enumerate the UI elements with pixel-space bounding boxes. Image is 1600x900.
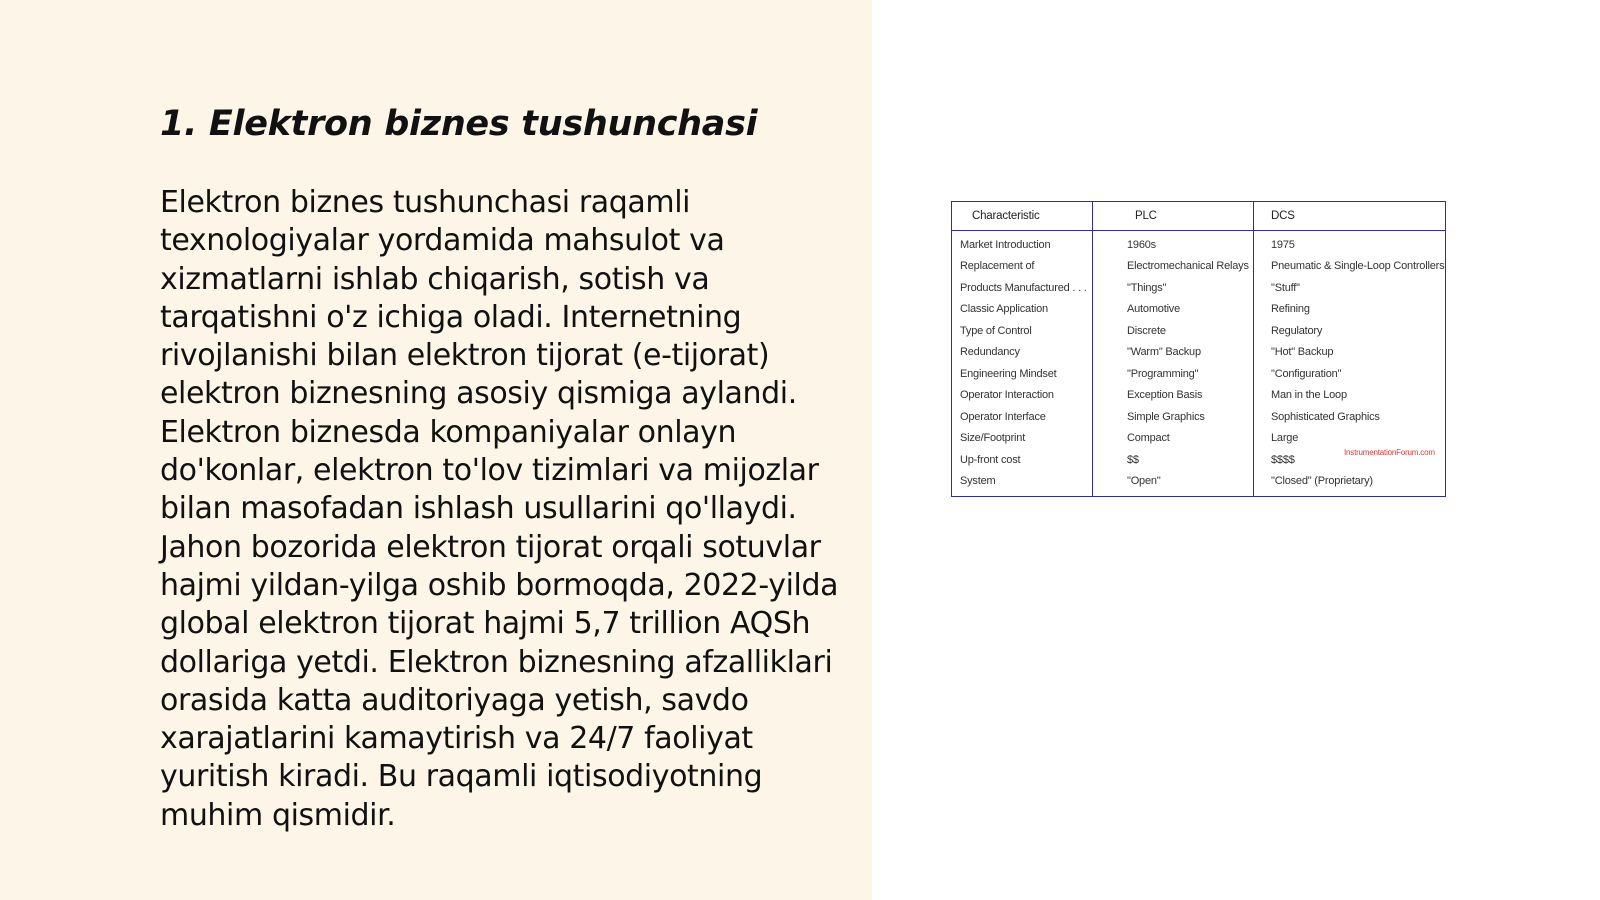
table-header-divider bbox=[952, 230, 1445, 231]
table-cell: Size/Footprint bbox=[960, 432, 1026, 445]
table-cell: Man in the Loop bbox=[1271, 389, 1347, 402]
table-cell: Sophisticated Graphics bbox=[1271, 410, 1380, 423]
table-cell: Classic Application bbox=[960, 303, 1048, 316]
table-cell: System bbox=[960, 474, 996, 487]
table-cell: Large bbox=[1271, 432, 1299, 445]
table-header-plc: PLC bbox=[1135, 210, 1157, 222]
table-cell: Up-front cost bbox=[960, 453, 1021, 466]
table-cell: Electromechanical Relays bbox=[1127, 260, 1249, 273]
table-column-divider bbox=[1092, 202, 1093, 496]
table-cell: Exception Basis bbox=[1127, 389, 1203, 402]
table-cell: Regulatory bbox=[1271, 324, 1323, 337]
table-cell: Automotive bbox=[1127, 303, 1181, 316]
table-cell: $$$$ bbox=[1271, 453, 1295, 466]
table-cell: "Hot" Backup bbox=[1271, 346, 1334, 359]
slide-title: 1. Elektron biznes tushunchasi bbox=[160, 104, 758, 144]
table-cell: Discrete bbox=[1127, 324, 1166, 337]
table-cell: Simple Graphics bbox=[1127, 410, 1205, 423]
table-cell: "Closed" (Proprietary) bbox=[1271, 474, 1373, 487]
table-cell: "Warm" Backup bbox=[1127, 346, 1201, 359]
table-header-characteristic: Characteristic bbox=[972, 210, 1040, 222]
watermark-text: InstrumentationForum.com bbox=[1344, 448, 1435, 457]
table-cell: "Open" bbox=[1127, 474, 1161, 487]
table-cell: "Configuration" bbox=[1271, 367, 1342, 380]
table-cell: Replacement of bbox=[960, 260, 1035, 273]
table-cell: Type of Control bbox=[960, 324, 1032, 337]
table-cell: 1960s bbox=[1127, 239, 1156, 251]
table-cell: "Things" bbox=[1127, 281, 1167, 294]
table-cell: Pneumatic & Single-Loop Controllers bbox=[1271, 260, 1445, 273]
table-cell: Refining bbox=[1271, 303, 1310, 316]
table-cell: Redundancy bbox=[960, 346, 1020, 359]
table-cell: Market Introduction bbox=[960, 239, 1051, 251]
table-cell: "Programming" bbox=[1127, 367, 1199, 380]
table-cell: Products Manufactured . . . bbox=[960, 281, 1087, 294]
table-cell: Engineering Mindset bbox=[960, 367, 1057, 380]
table-cell: "Stuff" bbox=[1271, 281, 1300, 294]
table-cell: Operator Interface bbox=[960, 410, 1046, 423]
table-cell: Compact bbox=[1127, 432, 1170, 445]
table-header-dcs: DCS bbox=[1271, 210, 1295, 222]
table-cell: $$ bbox=[1127, 453, 1139, 466]
table-column-divider bbox=[1253, 202, 1254, 496]
table-cell: 1975 bbox=[1271, 239, 1295, 251]
slide-body-text: Elektron biznes tushunchasi raqamli texnologiyalar yordamida mahsulot va xizmatlarni ishlab chiqarish, sotish va tarqatishni o'z ichiga oladi. Internetning rivojlanishi bilan elektron tijorat (e-tijorat) elektron biznesning asosiy qismiga aylandi. Elektron biznesda kompaniyalar onlayn do'konlar, elektron to'lov tizimlari va mijozlar bilan masofadan ishlash usullarini qo'llaydi. Jahon bozorida elektron tijorat orqali sotuvlar hajmi yildan-yilga oshib bormoqda, 2022-yilda global elektron tijorat hajmi 5,7 trillion AQSh dollariga yetdi. Elektron biznesning afzalliklari orasida katta auditoriyaga yetish, savdo xarajatlarini kamaytirish va 24/7 faoliyat yuritish kiradi. Bu raqamli iqtisodiyotning muhim qismidir. bbox=[160, 185, 839, 833]
plc-dcs-comparison-table bbox=[951, 201, 1446, 497]
table-cell: Operator Interaction bbox=[960, 389, 1054, 402]
